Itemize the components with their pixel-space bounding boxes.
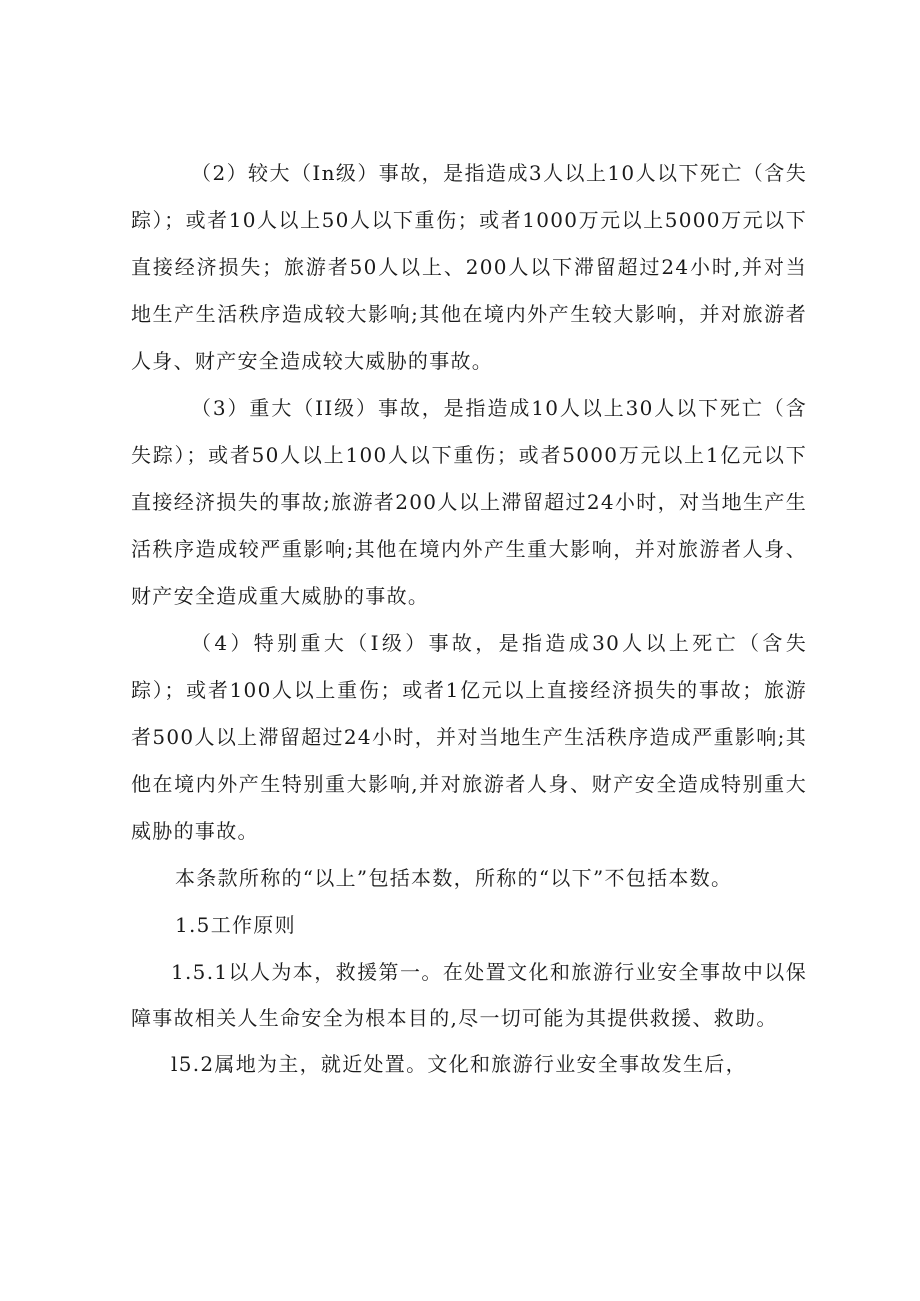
section-heading-work-principles: 1.5工作原则 bbox=[175, 913, 296, 937]
paragraph-principle-people-first: 1.5.1以人为本，救援第一。在处置文化和旅游行业安全事故中以保障事故相关人生命安全为根本目的,尽一切可能为其提供救援、救助。 bbox=[131, 960, 807, 1030]
paragraph-especially-serious-accident: （4）特别重大（I级）事故，是指造成30人以上死亡（含失踪）；或者100人以上重伤；或者1亿元以上直接经济损失的事故；旅游者500人以上滞留超过24小时，并对当地生产生活秩序造成严重影响;其他在境内外产生特别重大影响,并对旅游者人身、财产安全造成特别重大威胁的事故。 bbox=[131, 631, 807, 843]
document-page bbox=[131, 150, 807, 1088]
paragraph-definition-note: 本条款所称的“以上”包括本数，所称的“以下”不包括本数。 bbox=[175, 866, 733, 890]
paragraph-principle-local-handling: l5.2属地为主，就近处置。文化和旅游行业安全事故发生后， bbox=[171, 1052, 747, 1076]
paragraph-serious-accident: （3）重大（II级）事故，是指造成10人以上30人以下死亡（含失踪）；或者50人以上100人以下重伤；或者5000万元以上1亿元以下直接经济损失的事故;旅游者200人以上滞留超过24小时，对当地生产生活秩序造成较严重影响;其他在境内外产生重大影响，并对旅游者人身、财产安全造成重大威胁的事故。 bbox=[131, 396, 807, 608]
paragraph-major-accident: （2）较大（In级）事故，是指造成3人以上10人以下死亡（含失踪）；或者10人以上50人以下重伤；或者1000万元以上5000万元以下直接经济损失；旅游者50人以上、200人以下滞留超过24小时,并对当地生产生活秩序造成较大影响;其他在境内外产生较大影响，并对旅游者人身、财产安全造成较大威胁的事故。 bbox=[131, 161, 807, 373]
